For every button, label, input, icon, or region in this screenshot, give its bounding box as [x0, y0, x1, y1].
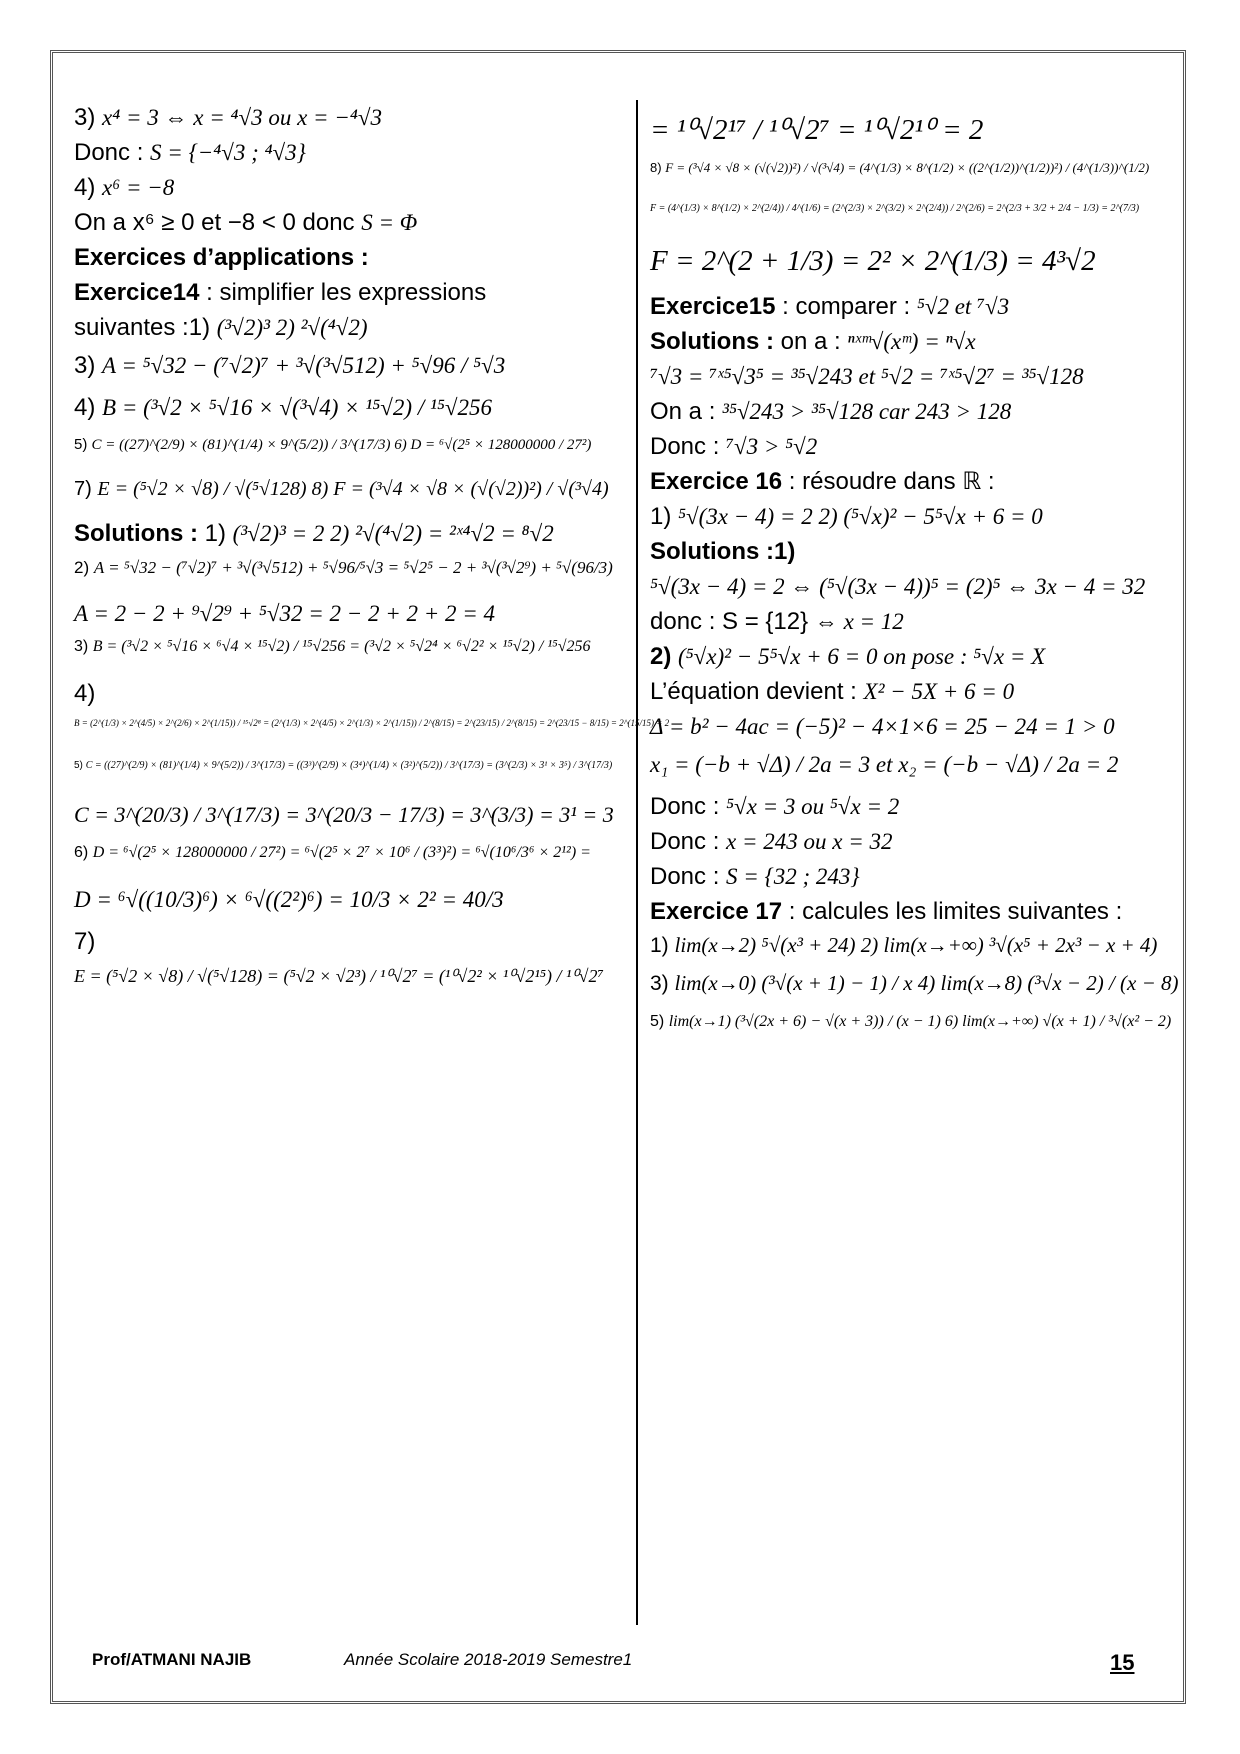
- line-heading: Solutions :: [650, 327, 774, 355]
- text-line: [650, 468, 1180, 496]
- line-label: 4): [74, 394, 96, 421]
- text-line: [74, 680, 622, 708]
- text-line: [650, 863, 1180, 891]
- math-expression: Δ = b² − 4ac = (−5)² − 4×1×6 = 25 − 24 = 1 > 0: [650, 713, 1115, 739]
- line-label: 6): [74, 844, 89, 861]
- text-line: [650, 898, 1180, 926]
- line-label: 2): [74, 558, 90, 577]
- line-text: L’équation devient :: [650, 677, 864, 705]
- line-heading: Exercice14: [74, 279, 200, 306]
- math-expression: C = ((27)^(2/9) × (81)^(1/4) × 9^(5/2)) / 3^(17/3) = ((3³)^(2/9) × (3⁴)^(1/4) × (3²)^(5/2)) / 3^(17/3) = (3^(2/3) × 3¹ × 3⁵) / 3^(17/3): [85, 760, 613, 771]
- text-line: [650, 643, 1180, 671]
- text-line: [74, 928, 622, 956]
- math-expression: x⁴ = 3 ⇔ x = ⁴√3 ou x = −⁴√3: [102, 105, 382, 130]
- text-line: [74, 558, 622, 586]
- line-label: 5): [74, 436, 88, 453]
- math-expression: C = 3^(20/3) / 3^(17/3) = 3^(20/3 − 17/3) = 3^(3/3) = 3¹ = 3: [74, 802, 614, 827]
- text-line: [650, 933, 1180, 961]
- math-expression: lim(x→2) ⁵√(x³ + 24) 2) lim(x→+∞) ³√(x⁵ + 2x³ − x + 4): [674, 932, 1158, 957]
- footer-author: Prof/ATMANI NAJIB: [92, 1650, 252, 1669]
- line-label: 1): [650, 933, 669, 957]
- math-expression: E = (⁵√2 × √8) / √(⁵√128) = (⁵√2 × √2³) / ¹⁰√2⁷ = (¹⁰√2² × ¹⁰√2¹⁵) / ¹⁰√2⁷: [74, 966, 604, 986]
- text-line: [74, 174, 622, 202]
- text-line: [74, 844, 622, 872]
- math-expression: E = (⁵√2 × √8) / √(⁵√128) 8) F = (³√4 × √8 × (√(√2))²) / √(³√4): [97, 478, 609, 500]
- text-line: [650, 161, 1180, 189]
- line-text: : résoudre dans ℝ :: [788, 467, 995, 495]
- line-label: 5): [74, 760, 83, 771]
- footer-page-number: 15: [1110, 1650, 1135, 1675]
- line-heading: Solutions :1): [650, 537, 796, 565]
- text-line: [650, 608, 1180, 636]
- line-label: 1): [650, 502, 672, 530]
- left-column: [74, 104, 670, 1008]
- text-line: [74, 638, 622, 666]
- math-expression: ⁵√(3x − 4) = 2 ⇔ (⁵√(3x − 4))⁵ = (2)⁵ ⇔ 3x − 4 = 32: [650, 573, 1146, 599]
- text-line: [74, 436, 622, 464]
- line-label: 3): [650, 971, 669, 995]
- right-column: [650, 104, 1180, 1055]
- text-line: [74, 352, 622, 380]
- text-line: [650, 678, 1180, 706]
- math-expression: X² − 5X + 6 = 0: [863, 678, 1015, 704]
- line-label: 4): [74, 174, 96, 201]
- text-line: [74, 314, 622, 342]
- math-expression: F = (4^(1/3) × 8^(1/2) × 2^(2/4)) / 4^(1/6) = (2^(2/3) × 2^(3/2) × 2^(2/4)) / 2^(2/6) = 2^(2/3 + 3/2 + 2/4 − 1/3) = 2^(7/3): [650, 203, 1140, 215]
- text-line: [650, 793, 1180, 821]
- line-text: Donc :: [650, 862, 727, 890]
- line-label: On a x⁶ ≥ 0 et −8 < 0 donc: [74, 209, 355, 236]
- line-text: Donc :: [650, 792, 727, 820]
- text-line: [74, 279, 622, 307]
- line-label: 4): [74, 680, 96, 707]
- math-expression: F = 2^(2 + 1/3) = 2² × 2^(1/3) = 4³√2: [650, 245, 1096, 278]
- line-label: 3): [74, 352, 96, 379]
- math-expression: ⁿˣᵐ√(xᵐ) = ⁿ√x: [847, 328, 976, 354]
- text-line: [74, 139, 622, 167]
- math-expression: ⁵√2 et ⁷√3: [916, 293, 1010, 319]
- line-text: : calcules les limites suivantes :: [788, 897, 1123, 925]
- line-text: donc : S = {12}: [650, 607, 809, 635]
- line-label: 3): [74, 104, 96, 131]
- math-expression: lim(x→1) (³√(2x + 6) − √(x + 3)) / (x − 1) 6) lim(x→+∞) √(x + 1) / ³√(x² − 2): [668, 1012, 1172, 1030]
- text-line: [650, 1013, 1180, 1041]
- line-text: On a :: [650, 397, 723, 425]
- text-line: [650, 398, 1180, 426]
- math-expression: ⇔ x = 12: [814, 608, 904, 634]
- text-line: [650, 328, 1180, 356]
- text-line: [650, 828, 1180, 856]
- math-expression: (³√2)³ = 2 2) ²√(⁴√2) = ²ˣ⁴√2 = ⁸√2: [232, 521, 554, 546]
- math-expression: ⁷√3 > ⁵√2: [726, 433, 818, 459]
- math-expression: x⁶ = −8: [102, 175, 175, 200]
- math-expression: x₁ = (−b + √Δ) / 2a = 3 et x₂ = (−b − √Δ) / 2a = 2: [650, 751, 1119, 777]
- math-expression: A = ⁵√32 − (⁷√2)⁷ + ³√(³√512) + ⁵√96/⁵√3 = ⁵√2⁵ − 2 + ³√(³√2⁹) + ⁵√(96/3): [93, 558, 613, 577]
- math-expression: ⁵√(3x − 4) = 2 2) (⁵√x)² − 5⁵√x + 6 = 0: [678, 503, 1043, 529]
- line-label: 7): [74, 478, 92, 500]
- math-expression: B = (2^(1/3) × 2^(4/5) × 2^(2/6) × 2^(1/15)) / ¹⁵√2⁸ = (2^(1/3) × 2^(4/5) × 2^(1/3) × 2^(1/15)) / 2^(8/15) = 2^(23/15) / 2^(8/15) = 2^(23/15 − 8/15) = 2^(15/15) = 2: [74, 718, 670, 728]
- column-divider: [636, 100, 638, 1625]
- line-label: 8): [650, 160, 662, 176]
- text-line: [650, 363, 1180, 391]
- line-text: Donc :: [650, 432, 727, 460]
- line-heading: Exercice 17: [650, 897, 783, 925]
- math-expression: B = (³√2 × ⁵√16 × √(³√4) × ¹⁵√2) / ¹⁵√256: [102, 395, 492, 420]
- line-heading: Solutions :: [74, 520, 198, 547]
- text-line: [74, 966, 622, 994]
- math-expression: A = 2 − 2 + ⁹√2⁹ + ⁵√32 = 2 − 2 + 2 + 2 = 4: [74, 601, 496, 626]
- text-line: [74, 244, 622, 272]
- text-line: [650, 573, 1180, 601]
- math-expression: D = ⁶√((10/3)⁶) × ⁶√((2²)⁶) = 10/3 × 2² = 40/3: [74, 887, 504, 912]
- math-expression: x = 243 ou x = 32: [726, 828, 893, 854]
- text-line: [650, 203, 1180, 231]
- text-line: [74, 760, 622, 788]
- text-line: [650, 503, 1180, 531]
- math-expression: (⁵√x)² − 5⁵√x + 6 = 0 on pose : ⁵√x = X: [678, 643, 1046, 669]
- footer-school-year: Année Scolaire 2018-2019 Semestre1: [344, 1650, 633, 1669]
- math-expression: ⁵√x = 3 ou ⁵√x = 2: [726, 793, 900, 819]
- text-line: [74, 886, 622, 914]
- line-label: 3): [74, 638, 89, 655]
- line-text: : comparer :: [782, 292, 917, 320]
- text-line: [74, 802, 622, 830]
- line-heading: Exercice 16: [650, 467, 783, 495]
- text-line: [650, 433, 1180, 461]
- math-expression: S = {32 ; 243}: [726, 863, 860, 889]
- text-line: [74, 718, 670, 746]
- text-line: [650, 751, 1180, 779]
- text-line: [650, 293, 1180, 321]
- line-text: : simplifier les expressions: [206, 279, 487, 306]
- math-expression: (³√2)³ 2) ²√(⁴√2): [216, 315, 368, 340]
- math-expression: D = ⁶√(2⁵ × 128000000 / 27²) = ⁶√(2⁵ × 2⁷ × 10⁶ / (3³)²) = ⁶√(10⁶/3⁶ × 2¹²) =: [92, 844, 591, 861]
- line-text: on a :: [780, 327, 848, 355]
- line-text: suivantes :1): [74, 314, 217, 341]
- text-line: [650, 538, 1180, 566]
- text-line: [74, 394, 622, 422]
- text-line: [74, 478, 622, 506]
- text-line: [74, 104, 622, 132]
- line-heading: Exercice15: [650, 292, 776, 320]
- math-expression: S = Φ: [361, 210, 418, 235]
- text-line: [650, 114, 1180, 147]
- line-heading: 2): [650, 642, 672, 670]
- math-expression: ⁷√3 = ⁷ˣ⁵√3⁵ = ³⁵√243 et ⁵√2 = ⁷ˣ⁵√2⁷ = ³⁵√128: [650, 363, 1084, 389]
- math-expression: lim(x→0) (³√(x + 1) − 1) / x 4) lim(x→8) (³√x − 2) / (x − 8): [674, 970, 1179, 995]
- math-expression: S = {−⁴√3 ; ⁴√3}: [150, 140, 306, 165]
- math-expression: F = (³√4 × √8 × (√(√2))²) / √(³√4) = (4^(1/3) × 8^(1/2) × ((2^(1/2))^(1/2))²) / (4^(1/3))^(1/2): [665, 160, 1150, 176]
- line-heading: Exercices d’applications :: [74, 244, 369, 271]
- math-expression: A = ⁵√32 − (⁷√2)⁷ + ³√(³√512) + ⁵√96 / ⁵√3: [102, 353, 506, 378]
- line-label: Donc :: [74, 139, 144, 166]
- text-line: [650, 971, 1180, 999]
- text-line: [74, 209, 622, 237]
- math-expression: ³⁵√243 > ³⁵√128 car 243 > 128: [722, 398, 1012, 424]
- math-expression: C = ((27)^(2/9) × (81)^(1/4) × 9^(5/2)) / 3^(17/3) 6) D = ⁶√(2⁵ × 128000000 / 27²): [91, 437, 592, 453]
- text-line: [650, 245, 1180, 278]
- line-label: 7): [74, 928, 96, 955]
- math-expression: B = (³√2 × ⁵√16 × ⁶√4 × ¹⁵√2) / ¹⁵√256 = (³√2 × ⁵√2⁴ × ⁶√2² × ¹⁵√2) / ¹⁵√256: [92, 638, 591, 655]
- text-line: [650, 713, 1180, 741]
- math-expression: = ¹⁰√2¹⁷ / ¹⁰√2⁷ = ¹⁰√2¹⁰ = 2: [650, 114, 984, 146]
- text-line: [74, 600, 622, 628]
- text-line: [74, 520, 622, 548]
- line-text: 1): [204, 520, 233, 547]
- line-text: Donc :: [650, 827, 727, 855]
- line-label: 5): [650, 1012, 665, 1030]
